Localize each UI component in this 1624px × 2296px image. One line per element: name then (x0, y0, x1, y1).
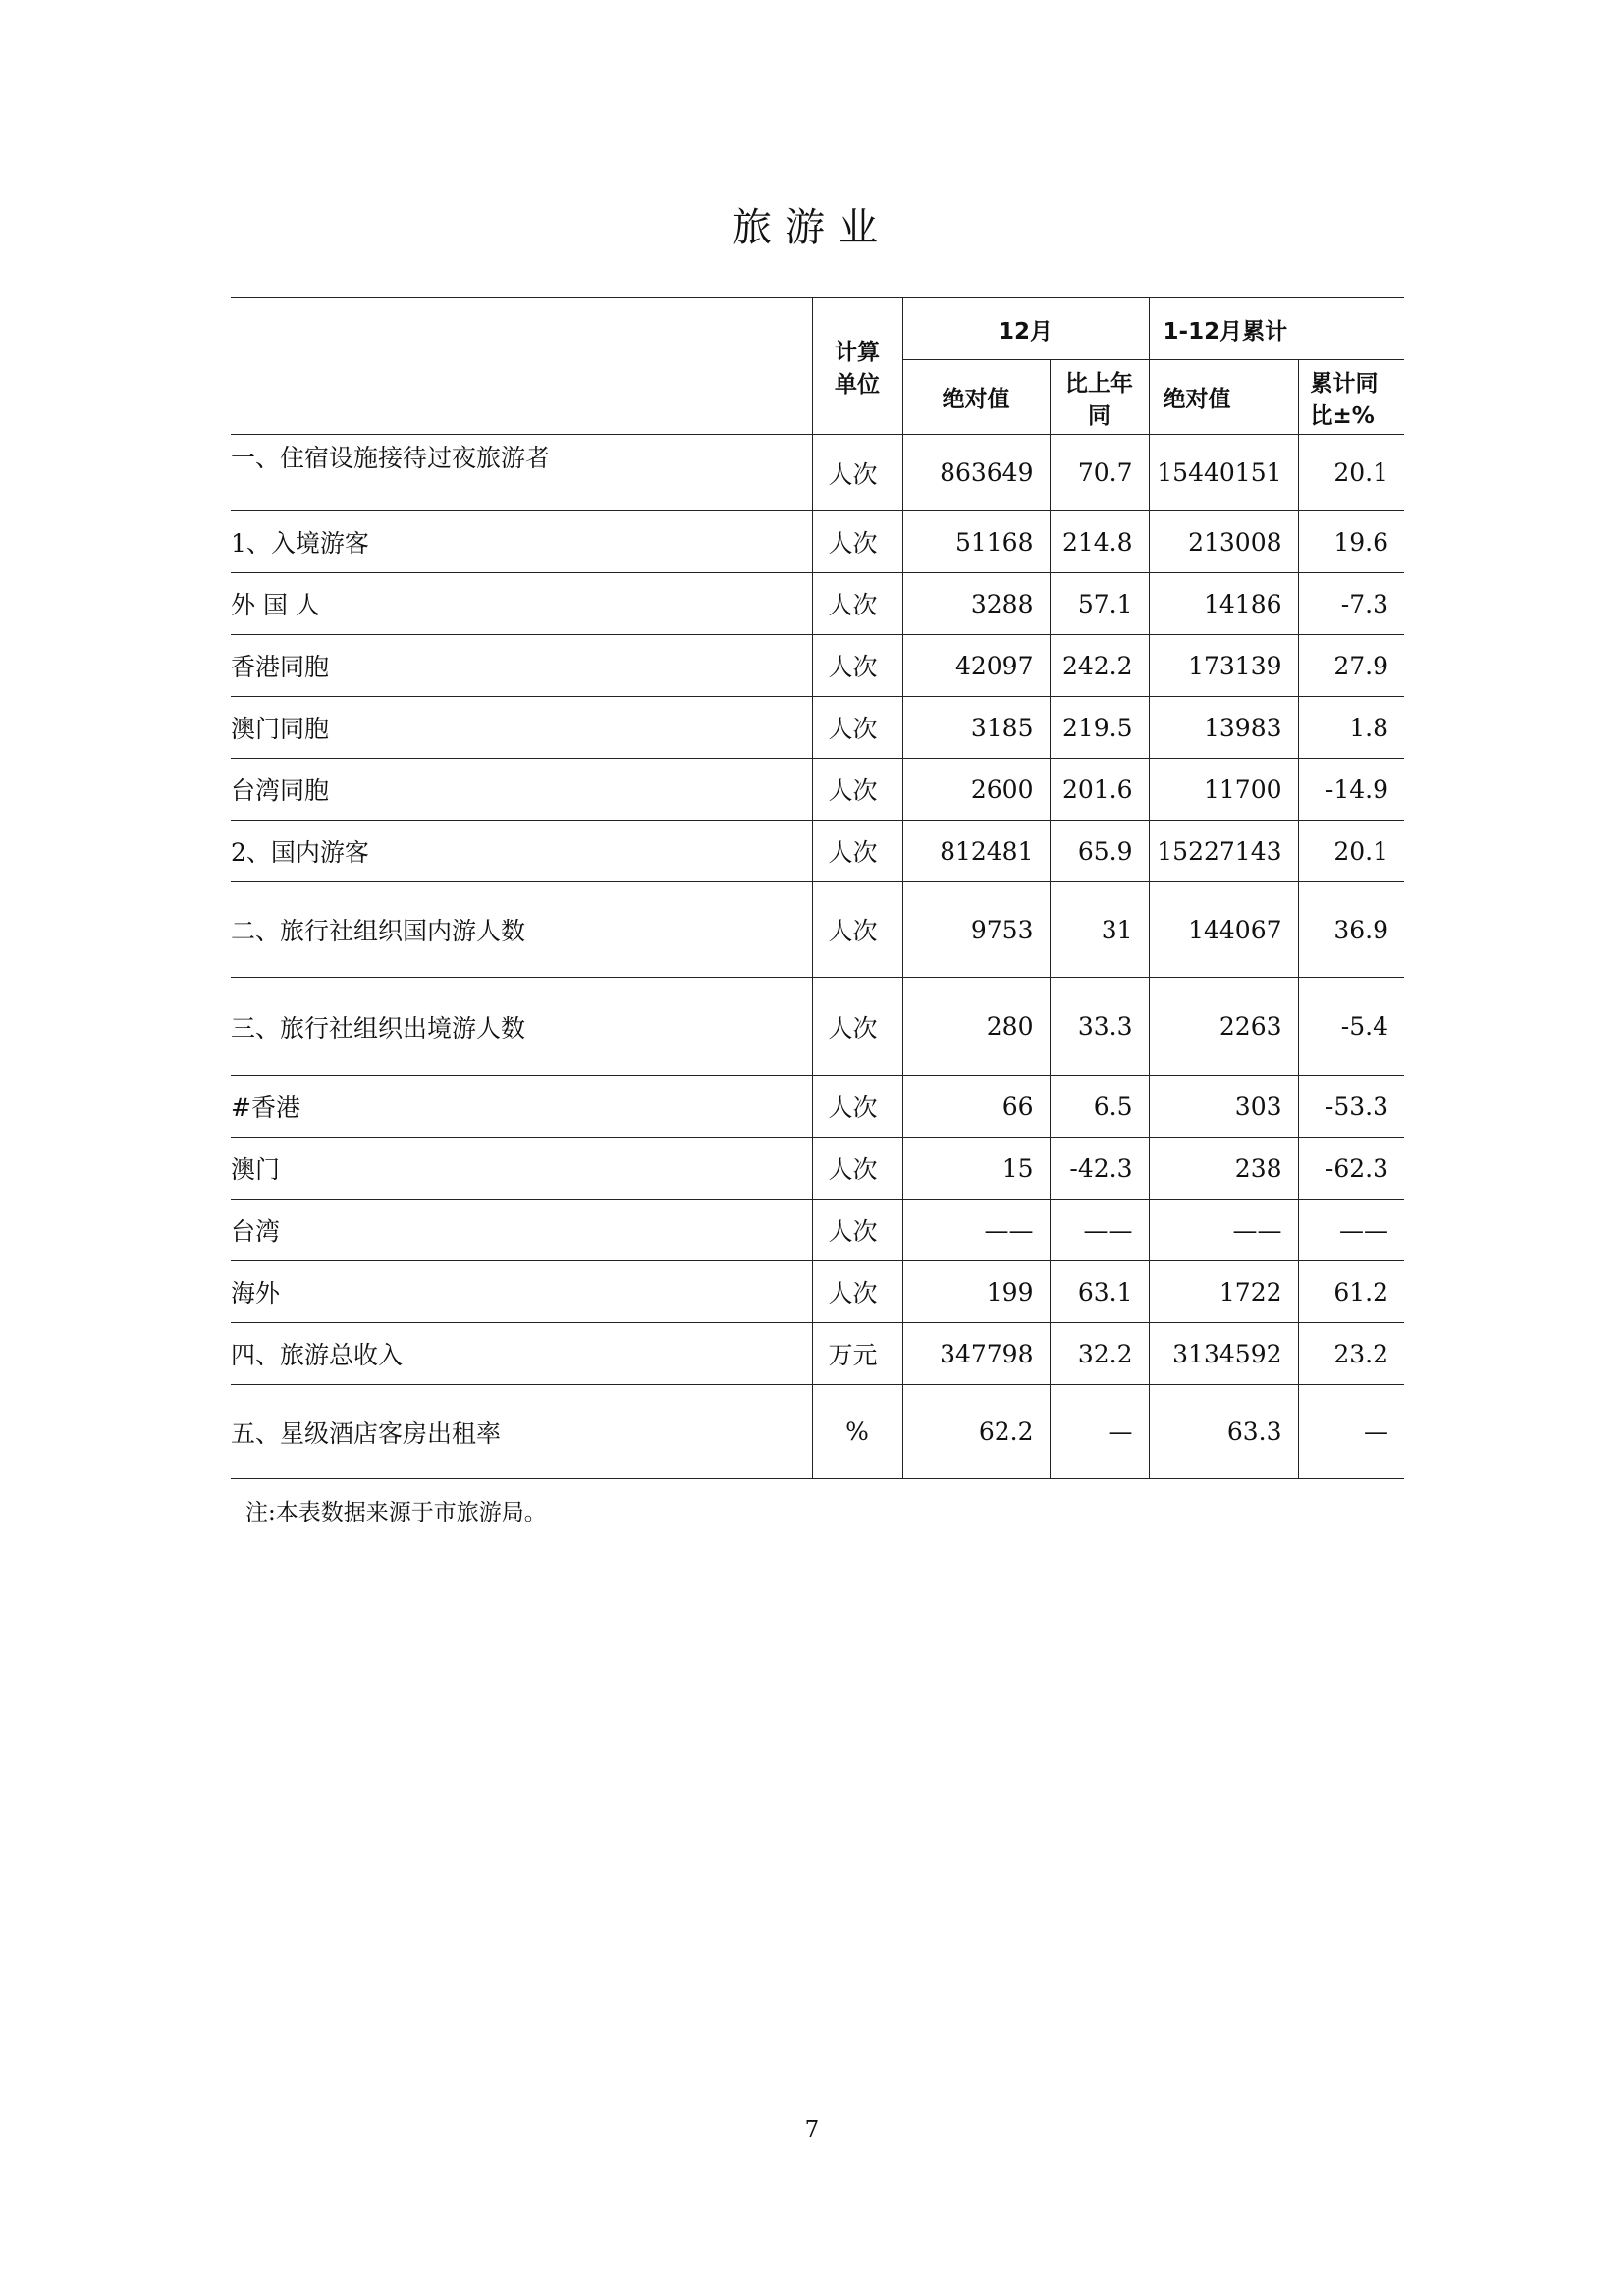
row-ytd-yoy: 20.1 (1298, 435, 1404, 511)
row-abs: 51168 (902, 511, 1050, 573)
row-ytd-yoy: -5.4 (1298, 978, 1404, 1076)
row-label: 台湾 (231, 1200, 812, 1261)
row-ytd-abs: 14186 (1149, 573, 1298, 635)
row-yoy: 57.1 (1050, 573, 1149, 635)
page-title: 旅游业 (732, 205, 892, 250)
row-unit: 人次 (812, 821, 902, 882)
row-yoy: —— (1050, 1200, 1149, 1261)
row-ytd-abs: 2263 (1149, 978, 1298, 1076)
row-label: 海外 (231, 1261, 812, 1323)
row-label: #香港 (231, 1076, 812, 1138)
row-ytd-yoy: -53.3 (1298, 1076, 1404, 1138)
row-label: 三、旅行社组织出境游人数 (231, 978, 812, 1076)
row-ytd-yoy: — (1298, 1385, 1404, 1479)
row-label: 一、住宿设施接待过夜旅游者 (231, 435, 812, 511)
row-label: 台湾同胞 (231, 759, 812, 821)
row-ytd-abs: 11700 (1149, 759, 1298, 821)
header-abs: 绝对值 (902, 360, 1050, 435)
row-unit: 人次 (812, 435, 902, 511)
table-row (231, 1385, 1404, 1479)
row-label: 澳门 (231, 1138, 812, 1200)
source-note: 注:本表数据来源于市旅游局。 (245, 1500, 547, 1525)
row-abs: 3288 (902, 573, 1050, 635)
row-ytd-yoy: -7.3 (1298, 573, 1404, 635)
row-unit: 人次 (812, 1200, 902, 1261)
tourism-table (231, 297, 1404, 1479)
header-yoy: 比上年同 (1050, 360, 1149, 435)
row-ytd-abs: 213008 (1149, 511, 1298, 573)
row-ytd-yoy: —— (1298, 1200, 1404, 1261)
header-month: 12月 (902, 298, 1149, 360)
table-row (231, 978, 1404, 1076)
row-yoy: 32.2 (1050, 1323, 1149, 1385)
table-row (231, 1076, 1404, 1138)
table-row (231, 635, 1404, 697)
page-number: 7 (804, 2117, 820, 2143)
header-blank (231, 298, 812, 435)
table-row (231, 435, 1404, 511)
row-ytd-abs: 63.3 (1149, 1385, 1298, 1479)
table-row (231, 882, 1404, 978)
row-yoy: 214.8 (1050, 511, 1149, 573)
table-row (231, 697, 1404, 759)
row-unit: 人次 (812, 1261, 902, 1323)
table-row (231, 511, 1404, 573)
row-abs: 62.2 (902, 1385, 1050, 1479)
row-ytd-abs: 238 (1149, 1138, 1298, 1200)
row-unit: 人次 (812, 697, 902, 759)
row-yoy: — (1050, 1385, 1149, 1479)
row-yoy: 219.5 (1050, 697, 1149, 759)
row-label: 香港同胞 (231, 635, 812, 697)
row-unit: 人次 (812, 1076, 902, 1138)
row-label: 2、国内游客 (231, 821, 812, 882)
row-ytd-yoy: 23.2 (1298, 1323, 1404, 1385)
row-unit: 人次 (812, 759, 902, 821)
row-abs: 812481 (902, 821, 1050, 882)
row-yoy: -42.3 (1050, 1138, 1149, 1200)
row-label: 四、旅游总收入 (231, 1323, 812, 1385)
row-ytd-yoy: 19.6 (1298, 511, 1404, 573)
row-abs: 280 (902, 978, 1050, 1076)
row-unit: 万元 (812, 1323, 902, 1385)
row-abs: 199 (902, 1261, 1050, 1323)
row-yoy: 63.1 (1050, 1261, 1149, 1323)
row-unit: 人次 (812, 978, 902, 1076)
row-unit: 人次 (812, 635, 902, 697)
row-yoy: 33.3 (1050, 978, 1149, 1076)
table-row (231, 1200, 1404, 1261)
table-row (231, 1323, 1404, 1385)
table-row (231, 821, 1404, 882)
row-abs: 2600 (902, 759, 1050, 821)
row-ytd-abs: 1722 (1149, 1261, 1298, 1323)
row-yoy: 201.6 (1050, 759, 1149, 821)
row-ytd-yoy: -62.3 (1298, 1138, 1404, 1200)
row-ytd-abs: 15227143 (1149, 821, 1298, 882)
row-ytd-abs: —— (1149, 1200, 1298, 1261)
row-yoy: 70.7 (1050, 435, 1149, 511)
row-ytd-abs: 144067 (1149, 882, 1298, 978)
row-ytd-yoy: -14.9 (1298, 759, 1404, 821)
row-unit: 人次 (812, 573, 902, 635)
row-yoy: 242.2 (1050, 635, 1149, 697)
row-abs: 15 (902, 1138, 1050, 1200)
row-abs: —— (902, 1200, 1050, 1261)
header-ytd: 1-12月累计 (1149, 298, 1404, 360)
row-abs: 347798 (902, 1323, 1050, 1385)
table-row (231, 1261, 1404, 1323)
row-abs: 3185 (902, 697, 1050, 759)
row-ytd-abs: 173139 (1149, 635, 1298, 697)
header-ytd-yoy: 累计同比±% (1298, 360, 1404, 435)
row-label: 澳门同胞 (231, 697, 812, 759)
row-label: 外 国 人 (231, 573, 812, 635)
row-ytd-yoy: 27.9 (1298, 635, 1404, 697)
row-ytd-abs: 13983 (1149, 697, 1298, 759)
row-yoy: 6.5 (1050, 1076, 1149, 1138)
row-unit: % (812, 1385, 902, 1479)
row-ytd-yoy: 20.1 (1298, 821, 1404, 882)
row-label: 1、入境游客 (231, 511, 812, 573)
row-unit: 人次 (812, 511, 902, 573)
row-abs: 66 (902, 1076, 1050, 1138)
row-abs: 9753 (902, 882, 1050, 978)
row-ytd-abs: 3134592 (1149, 1323, 1298, 1385)
row-ytd-abs: 303 (1149, 1076, 1298, 1138)
row-ytd-abs: 15440151 (1149, 435, 1298, 511)
row-yoy: 31 (1050, 882, 1149, 978)
row-unit: 人次 (812, 882, 902, 978)
table-row (231, 573, 1404, 635)
row-label: 五、星级酒店客房出租率 (231, 1385, 812, 1479)
table-row (231, 1138, 1404, 1200)
row-unit: 人次 (812, 1138, 902, 1200)
row-ytd-yoy: 36.9 (1298, 882, 1404, 978)
row-abs: 42097 (902, 635, 1050, 697)
row-ytd-yoy: 1.8 (1298, 697, 1404, 759)
row-yoy: 65.9 (1050, 821, 1149, 882)
table-row (231, 759, 1404, 821)
row-ytd-yoy: 61.2 (1298, 1261, 1404, 1323)
row-label: 二、旅行社组织国内游人数 (231, 882, 812, 978)
header-ytd-abs: 绝对值 (1149, 360, 1298, 435)
row-abs: 863649 (902, 435, 1050, 511)
header-unit: 计算单位 (812, 298, 902, 435)
